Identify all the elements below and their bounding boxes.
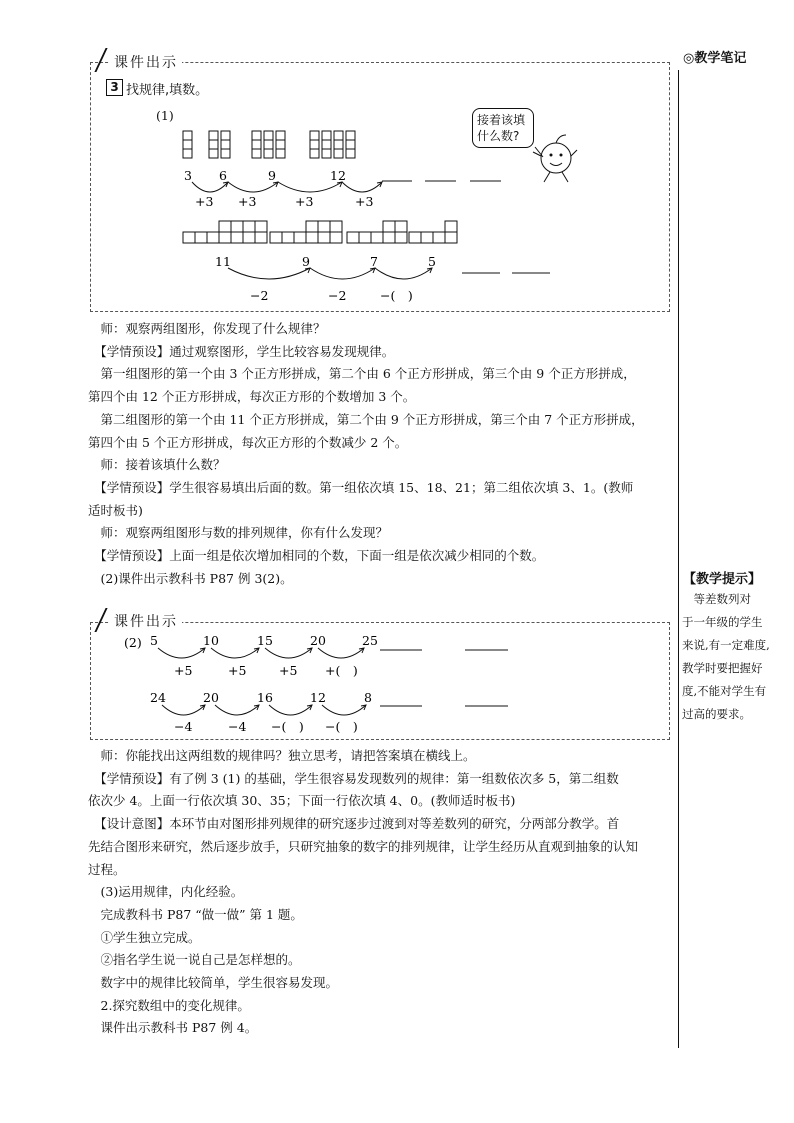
text-line: 【学情预设】上面一组是依次增加相同的个数，下面一组是依次减少相同的个数。 xyxy=(88,548,545,564)
operation-label: −2 xyxy=(328,288,347,303)
text-line: 2.探究数组中的变化规律。 xyxy=(88,997,250,1013)
text-line: 数字中的规律比较简单，学生很容易发现。 xyxy=(88,975,339,991)
text-line: 过程。 xyxy=(88,861,126,877)
sequence-number: 9 xyxy=(268,168,276,183)
text-line: 第四个由 5 个正方形拼成，每次正方形的个数减少 2 个。 xyxy=(88,434,408,450)
text-line: (2)课件出示教科书 P87 例 3(2)。 xyxy=(88,570,293,586)
tips-line: 度,不能对学生有 xyxy=(682,684,767,698)
notes-title: ◎教学笔记 xyxy=(683,51,747,66)
tips-line: 来说,有一定难度, xyxy=(682,638,770,652)
text-line: (3)运用规律，内化经验。 xyxy=(88,884,244,900)
sequence-number: 20 xyxy=(310,633,326,648)
text-line: 第一组图形的第一个由 3 个正方形拼成，第二个由 6 个正方形拼成，第三个由 9 个正方形拼成， xyxy=(88,366,636,382)
sequence-number: 25 xyxy=(362,633,378,648)
part-label: (2) xyxy=(124,635,142,650)
figure1-tag: 课件出示 xyxy=(110,52,182,72)
sequence-number: 15 xyxy=(257,633,273,648)
text-line: 【学情预设】学生很容易填出后面的数。第一组依次填 15、18、21；第二组依次填 3、1。(教师 xyxy=(88,479,634,495)
sequence-number: 5 xyxy=(428,254,436,269)
sequence-arc xyxy=(158,648,205,658)
sequence-number: 20 xyxy=(203,690,219,705)
sequence-number: 10 xyxy=(203,633,219,648)
sequence-number: 9 xyxy=(302,254,310,269)
sequence-arc xyxy=(318,648,364,658)
operation-label: +( ) xyxy=(325,663,358,678)
sequence-arc xyxy=(215,705,259,715)
tips-title: 【教学提示】 xyxy=(683,572,762,587)
sequence-number: 11 xyxy=(215,254,231,269)
text-line: 完成教科书 P87 “做一做” 第 1 题。 xyxy=(88,906,303,922)
operation-label: −( ) xyxy=(325,719,358,734)
text-line: 依次少 4。上面一行依次填 30、35；下面一行依次填 4、0。(教师适时板书) xyxy=(88,793,516,809)
text-line: 师：观察两组图形与数的排列规律，你有什么发现？ xyxy=(88,525,389,541)
operation-label: +5 xyxy=(174,663,193,678)
tips-line: 于一年级的学生 xyxy=(682,615,763,629)
speech-line: 接着该填 xyxy=(477,113,526,127)
figure2-tag: 课件出示 xyxy=(110,611,182,631)
sequence-arc xyxy=(269,705,312,715)
sequence-number: 5 xyxy=(150,633,158,648)
operation-label: +3 xyxy=(295,194,314,209)
text-line: 【设计意图】本环节由对图形排列规律的研究逐步过渡到对等差数列的研究，分两部分教学。首 xyxy=(88,816,620,832)
sequence-number: 16 xyxy=(257,690,273,705)
operation-label: +5 xyxy=(279,663,298,678)
text-line: ②指名学生说一说自己是怎样想的。 xyxy=(88,952,301,968)
operation-label: +5 xyxy=(228,663,247,678)
text-line: 师：你能找出这两组数的规律吗？独立思考，请把答案填在横线上。 xyxy=(88,748,476,763)
operation-label: −2 xyxy=(250,288,269,303)
text-line: 【学情预设】有了例 3 (1) 的基础，学生很容易发现数列的规律：第一组数依次多 5，第二组数 xyxy=(88,770,619,786)
operation-label: −( ) xyxy=(380,288,413,303)
sequence-number: 12 xyxy=(330,168,346,183)
problem-number: 3 xyxy=(106,79,123,96)
sequence-number: 6 xyxy=(219,168,227,183)
sequence-arc xyxy=(265,648,312,658)
text-line: ①学生独立完成。 xyxy=(88,929,201,945)
sequence-number: 7 xyxy=(370,254,378,269)
text-line: 【学情预设】通过观察图形，学生比较容易发现规律。 xyxy=(88,343,395,359)
sequence-arc xyxy=(322,705,366,715)
text-line: 第二组图形的第一个由 11 个正方形拼成，第二个由 9 个正方形拼成，第三个由 7 个正方形拼成， xyxy=(88,411,644,427)
text-line: 师：观察两组图形，你发现了什么规律？ xyxy=(88,321,326,336)
operation-label: −( ) xyxy=(271,719,304,734)
text-line: 第四个由 12 个正方形拼成，每次正方形的个数增加 3 个。 xyxy=(88,389,416,405)
tips-line: 过高的要求。 xyxy=(682,707,751,721)
speech-line: 什么数? xyxy=(477,129,520,143)
text-line: 课件出示教科书 P87 例 4。 xyxy=(88,1020,258,1036)
sequence-number: 3 xyxy=(184,168,192,183)
text-line: 师：接着该填什么数？ xyxy=(88,457,226,473)
sequence-number: 12 xyxy=(310,690,326,705)
text-line: 适时板书) xyxy=(88,502,143,518)
operation-label: +3 xyxy=(355,194,374,209)
problem-text: 找规律,填数。 xyxy=(126,83,209,98)
tips-line: 教学时要把握好 xyxy=(682,661,763,675)
paragraph-block-2 xyxy=(88,745,678,1040)
sequence-arc xyxy=(162,705,205,715)
tips-line: 等差数列对 xyxy=(682,592,751,606)
operation-label: −4 xyxy=(228,719,247,734)
operation-label: −4 xyxy=(174,719,193,734)
text-line: 先结合图形来研究，然后逐步放手，只研究抽象的数字的排列规律，让学生经历从直观到抽象的认知 xyxy=(88,838,639,854)
sequence-number: 24 xyxy=(150,690,166,705)
part-label: (1) xyxy=(156,108,174,123)
sequence-arc xyxy=(211,648,259,658)
operation-label: +3 xyxy=(195,194,214,209)
sequence-number: 8 xyxy=(364,690,372,705)
operation-label: +3 xyxy=(238,194,257,209)
